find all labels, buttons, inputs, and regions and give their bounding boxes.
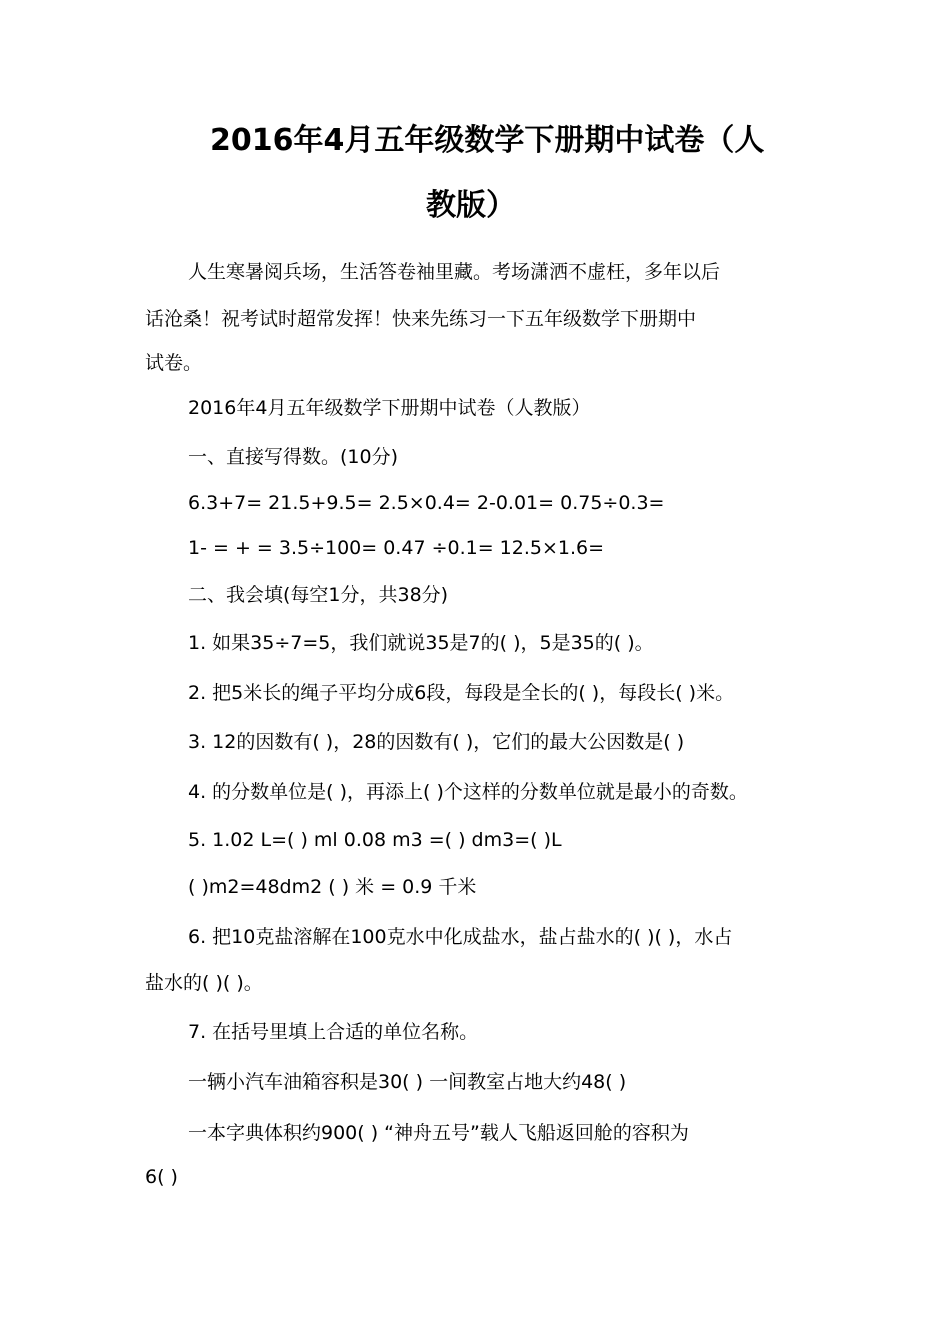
section1-row1: 6.3+7= 21.5+9.5= 2.5×0.4= 2-0.01= 0.75÷0.3=	[188, 492, 665, 514]
question-1: 1. 如果35÷7=5，我们就说35是7的( )，5是35的( )。	[188, 632, 654, 654]
question-4: 4. 的分数单位是( )，再添上( )个这样的分数单位就是最小的奇数。	[188, 781, 748, 803]
question-7-line2: 一本字典体积约900( ) “神舟五号”载人飞船返回舱的容积为	[188, 1122, 689, 1144]
section1-row2: 1- = + = 3.5÷100= 0.47 ÷0.1= 12.5×1.6=	[188, 537, 605, 559]
document-title-line1: 2016年4月五年级数学下册期中试卷（人	[210, 123, 765, 158]
intro-paragraph-line1: 人生寒暑阅兵场，生活答卷袖里藏。考场潇洒不虚枉，多年以后	[188, 261, 721, 283]
question-7-heading: 7. 在括号里填上合适的单位名称。	[188, 1021, 479, 1043]
question-5-line1: 5. 1.02 L=( ) ml 0.08 m3 =( ) dm3=( )L	[188, 829, 562, 851]
intro-paragraph-line2: 话沧桑！祝考试时超常发挥！快来先练习一下五年级数学下册期中	[145, 308, 697, 330]
question-3: 3. 12的因数有( )，28的因数有( )，它们的最大公因数是( )	[188, 731, 685, 753]
document-subtitle: 2016年4月五年级数学下册期中试卷（人教版）	[188, 397, 591, 419]
intro-paragraph-line3: 试卷。	[145, 352, 203, 374]
question-7-line1: 一辆小汽车油箱容积是30( ) 一间教室占地大约48( )	[188, 1071, 627, 1093]
question-7-line3: 6( )	[145, 1166, 178, 1188]
question-5-line2: ( )m2=48dm2 ( ) 米 = 0.9 千米	[188, 876, 477, 898]
question-2: 2. 把5米长的绳子平均分成6段，每段是全长的( )，每段长( )米。	[188, 682, 735, 704]
section2-heading: 二、我会填(每空1分，共38分)	[188, 584, 449, 606]
document-title-line2: 教版）	[426, 188, 516, 223]
question-6-line2: 盐水的( )( )。	[145, 972, 263, 994]
question-6-line1: 6. 把10克盐溶解在100克水中化成盐水，盐占盐水的( )( )，水占	[188, 926, 733, 948]
section1-heading: 一、直接写得数。(10分)	[188, 446, 399, 468]
